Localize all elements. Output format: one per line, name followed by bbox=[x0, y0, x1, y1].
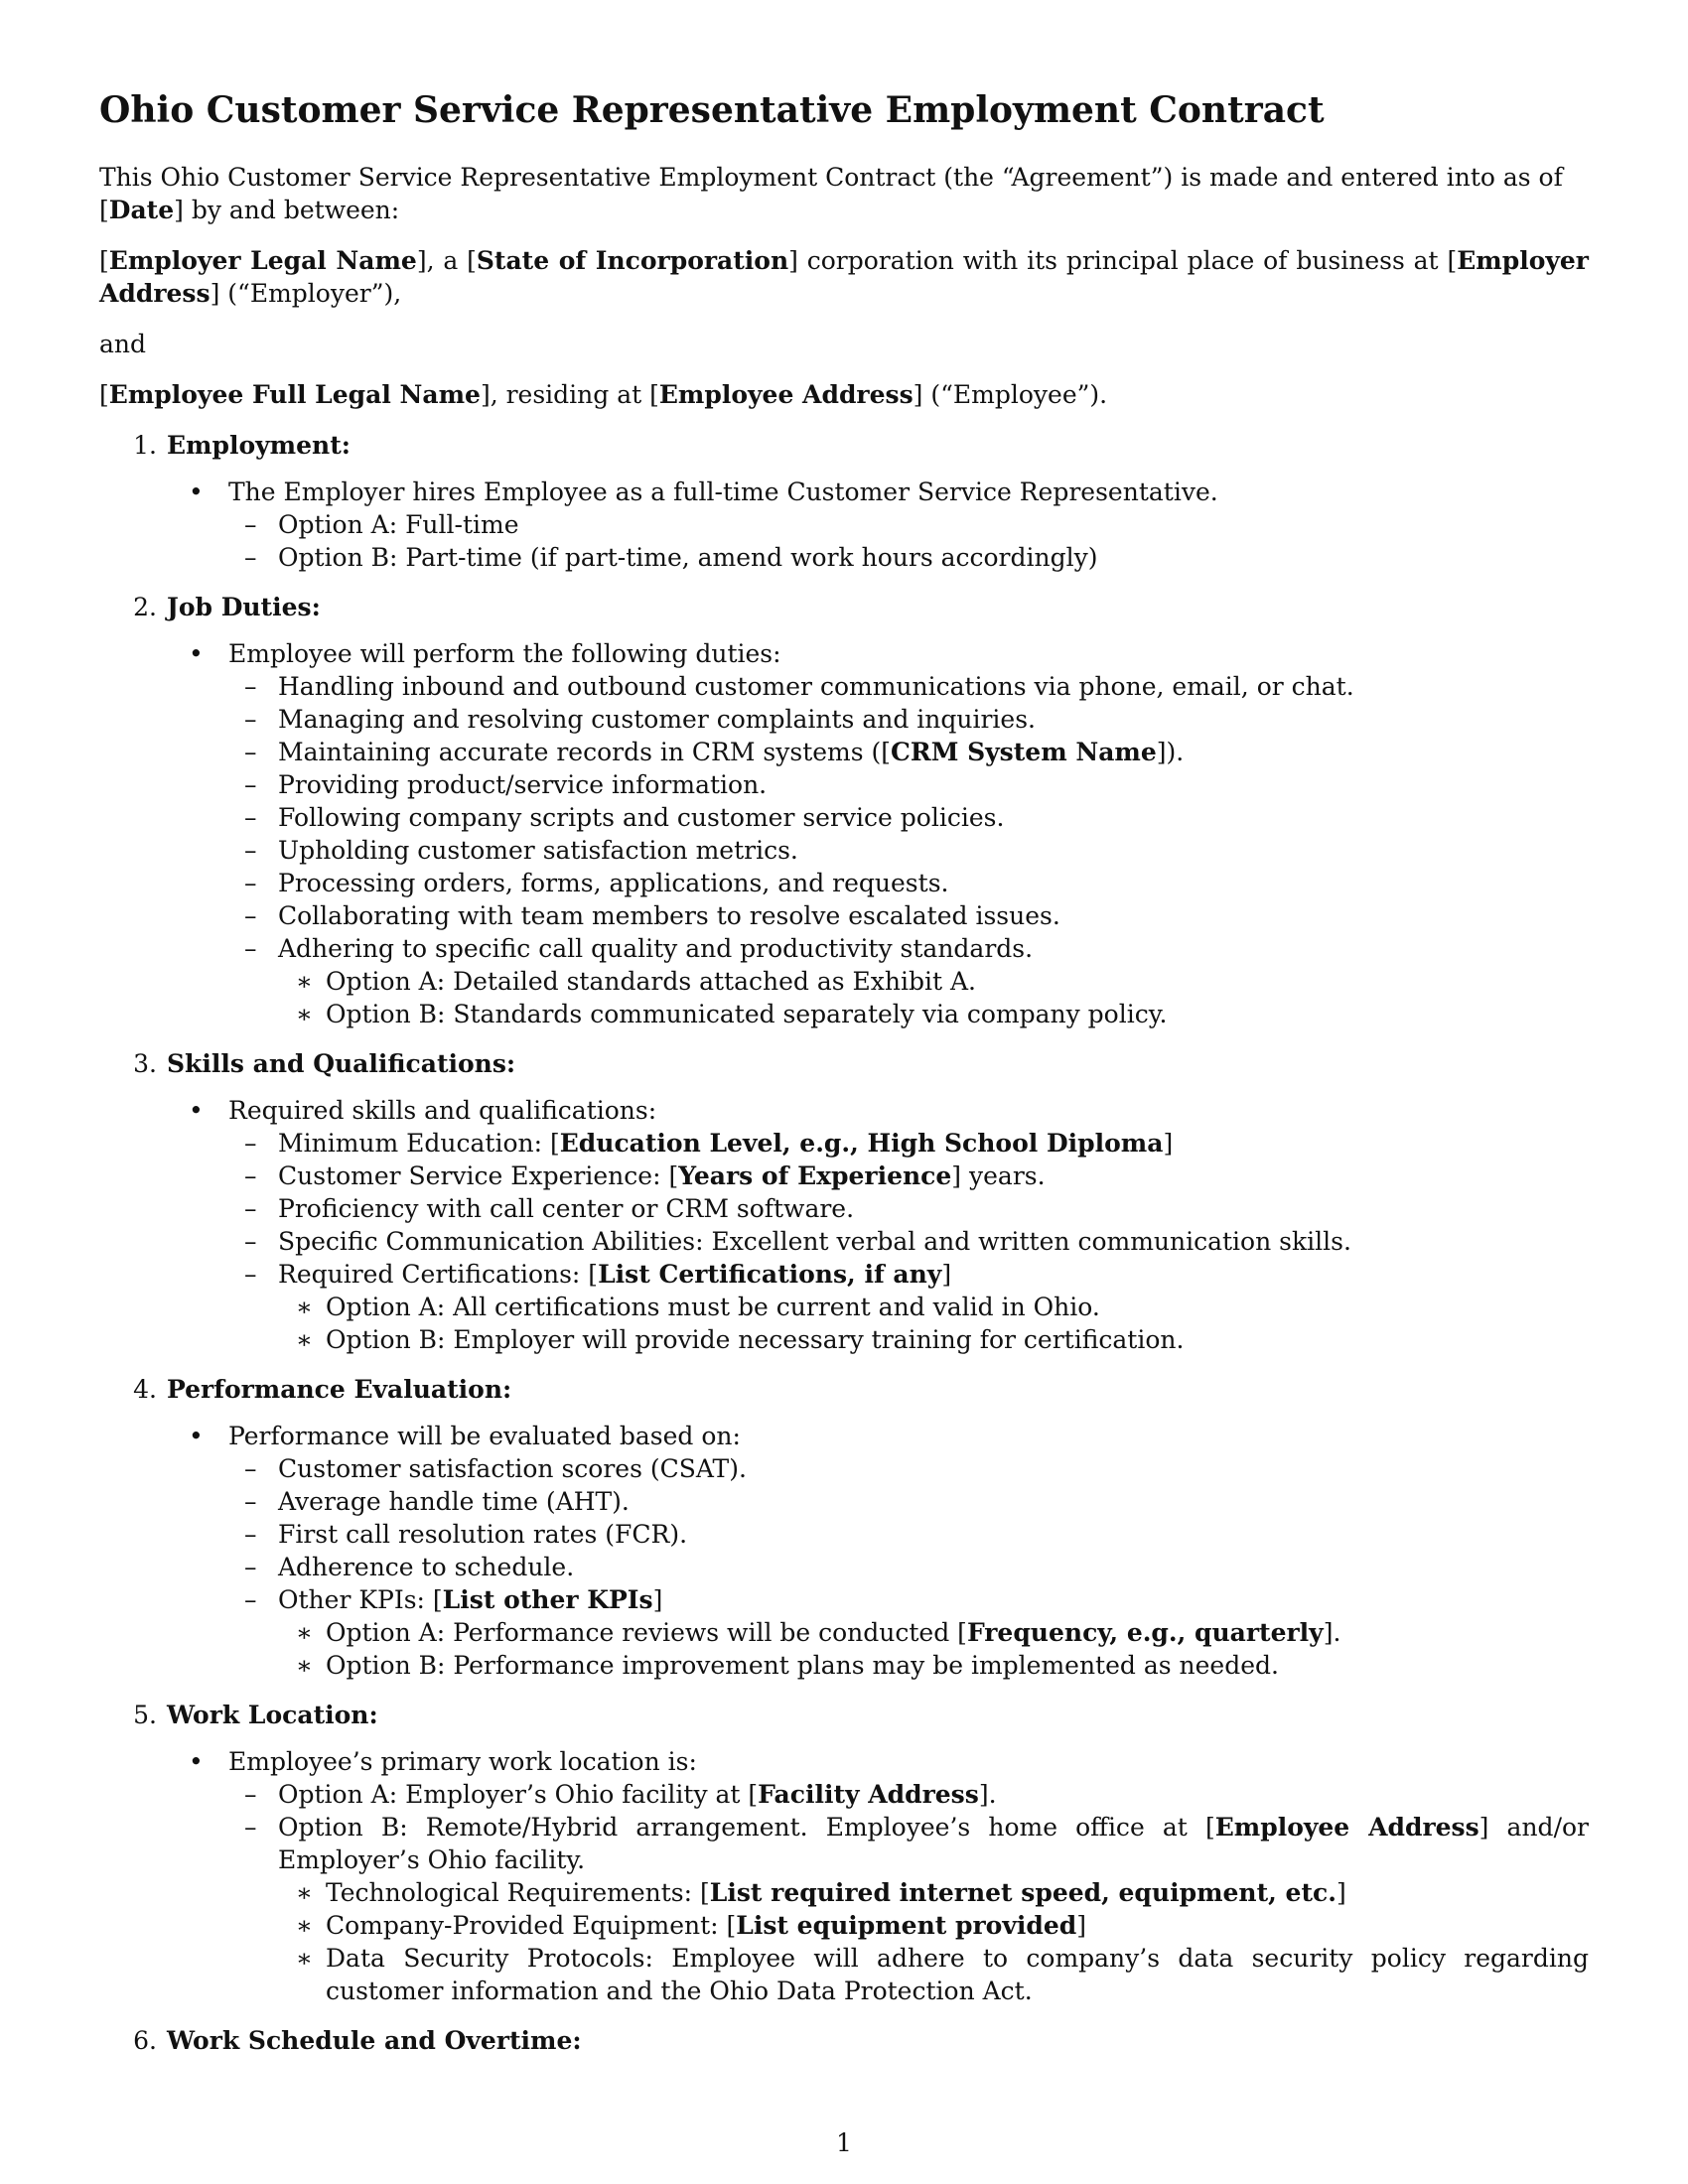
list-item: – Option B: Part-time (if part-time, amend work hours accordingly) bbox=[244, 541, 1589, 574]
list-item: – Maintaining accurate records in CRM systems ([CRM System Name]). bbox=[244, 736, 1589, 768]
section-title: Skills and Qualifications: bbox=[167, 1049, 516, 1078]
list-item: ∗ Company-Provided Equipment: [List equipment provided] bbox=[292, 1909, 1589, 1942]
section-job-duties: 2. Job Duties: • Employee will perform the following duties: – Handling inbound and outbound customer communications via phone, email, or chat. – Managing and resolving customer complaints and inquiries. – Maintaining accurate records in CRM systems ([CRM System Name]). – Providing product/service information. – Following company scripts and customer service policies. – Upholding customer satisfaction metrics. – Processing orders, forms, applications, and requests. – Collaborating with team members to resolve escalated issues. – Adhering to specific call quality and productivity standards. ∗ Option A: Detailed standards attached as Exhibit A. ∗ Option B: Standards communicated separately via company policy. bbox=[99, 591, 1589, 1030]
section-employment: 1. Employment: • The Employer hires Employee as a full-time Customer Service Representative. – Option A: Full-time – Option B: Part-time (if part-time, amend work hours accordingly) bbox=[99, 429, 1589, 574]
employee-name-placeholder: Employee Full Legal Name bbox=[108, 380, 481, 409]
crm-placeholder: CRM System Name bbox=[891, 738, 1157, 766]
contract-page bbox=[99, 87, 1589, 2074]
list-item: – Following company scripts and customer service policies. bbox=[244, 801, 1589, 834]
list-item: – Other KPIs: [List other KPIs] ∗ Option A: Performance reviews will be conducted [Frequency, e.g., quarterly]. ∗ Option B: Performance improvement plans may be implemented as needed. bbox=[244, 1583, 1589, 1682]
page-number: 1 bbox=[836, 2128, 852, 2157]
list-item: ∗ Data Security Protocols: Employee will adhere to company’s data security policy regarding customer information and the Ohio Data Protection Act. bbox=[292, 1942, 1589, 2007]
list-item: ∗ Option A: Detailed standards attached as Exhibit A. bbox=[292, 965, 1589, 998]
frequency-placeholder: Frequency, e.g., quarterly bbox=[966, 1618, 1324, 1647]
section-work-location: 5. Work Location: • Employee’s primary work location is: – Option A: Employer’s Ohio facility at [Facility Address]. – Option B: Remote/Hybrid arrangement. Employee’s home office at [Employee Address] and/or Employer’s Ohio facility. ∗ Technological Requirements: [List required internet speed, equipment, etc.] ∗ Company-Provided Equipment: [List equipment provided] ∗ Data Security Protocols: Employee will adhere to company’s data security policy regarding customer information and the Ohio Data Protection Act. bbox=[99, 1699, 1589, 2007]
list-item: – Providing product/service information. bbox=[244, 768, 1589, 801]
section-skills: 3. Skills and Qualifications: • Required skills and qualifications: – Minimum Education: [Education Level, e.g., High School Diploma] – Customer Service Experience: [Years of Experience] years. – Proficiency with call center or CRM software. – Specific Communication Abilities: Excellent verbal and written communication skills. – Required Certifications: [List Certifications, if any] ∗ Option A: All certifications must be current and valid in Ohio. ∗ Option B: Employer will provide necessary training for certification. bbox=[99, 1047, 1589, 1356]
employer-paragraph: [Employer Legal Name], a [State of Incorporation] corporation with its principal place of business at [Employer Address] (“Employer”), bbox=[99, 246, 1589, 308]
list-item: • Employee’s primary work location is: – Option A: Employer’s Ohio facility at [Facility Address]. – Option B: Remote/Hybrid arrangement. Employee’s home office at [Employee Address] and/or Employer’s Ohio facility. ∗ Technological Requirements: [List required internet speed, equipment, etc.] ∗ Company-Provided Equipment: [List equipment provided] ∗ Data Security Protocols: Employee will adhere to company’s data security policy regarding customer information and the Ohio Data Protection Act. bbox=[189, 1745, 1589, 2007]
date-placeholder: Date bbox=[108, 196, 175, 224]
list-item: – Upholding customer satisfaction metrics. bbox=[244, 834, 1589, 867]
employer-address-placeholder: Employer Address bbox=[99, 246, 1589, 308]
list-item: – Handling inbound and outbound customer communications via phone, email, or chat. bbox=[244, 670, 1589, 703]
equipment-placeholder: List equipment provided bbox=[736, 1911, 1077, 1940]
section-title: Employment: bbox=[167, 431, 351, 460]
list-item: – Adherence to schedule. bbox=[244, 1551, 1589, 1583]
list-item: ∗ Option A: All certifications must be current and valid in Ohio. bbox=[292, 1291, 1589, 1323]
list-item: ∗ Option B: Employer will provide necessary training for certification. bbox=[292, 1323, 1589, 1356]
list-item: – Collaborating with team members to resolve escalated issues. bbox=[244, 899, 1589, 932]
list-item: • The Employer hires Employee as a full-time Customer Service Representative. – Option A: Full-time – Option B: Part-time (if part-time, amend work hours accordingly) bbox=[189, 476, 1589, 574]
section-performance: 4. Performance Evaluation: • Performance will be evaluated based on: – Customer satisfaction scores (CSAT). – Average handle time (AHT). – First call resolution rates (FCR). – Adherence to schedule. – Other KPIs: [List other KPIs] ∗ Option A: Performance reviews will be conducted [Frequency, e.g., quarterly]. ∗ Option B: Performance improvement plans may be implemented as needed. bbox=[99, 1373, 1589, 1682]
list-item: • Required skills and qualifications: – Minimum Education: [Education Level, e.g., High School Diploma] – Customer Service Experience: [Years of Experience] years. – Proficiency with call center or CRM software. – Specific Communication Abilities: Excellent verbal and written communication skills. – Required Certifications: [List Certifications, if any] ∗ Option A: All certifications must be current and valid in Ohio. ∗ Option B: Employer will provide necessary training for certification. bbox=[189, 1094, 1589, 1356]
list-item: – Average handle time (AHT). bbox=[244, 1485, 1589, 1518]
section-title: Work Location: bbox=[167, 1701, 378, 1729]
kpi-placeholder: List other KPIs bbox=[442, 1585, 653, 1614]
list-item: ∗ Technological Requirements: [List required internet speed, equipment, etc.] bbox=[292, 1876, 1589, 1909]
and-text: and bbox=[99, 330, 147, 358]
section-title: Performance Evaluation: bbox=[167, 1375, 512, 1404]
list-item: – Adhering to specific call quality and productivity standards. ∗ Option A: Detailed standards attached as Exhibit A. ∗ Option B: Standards communicated separately via company policy. bbox=[244, 932, 1589, 1030]
list-item: – Managing and resolving customer complaints and inquiries. bbox=[244, 703, 1589, 736]
list-item: – Processing orders, forms, applications, and requests. bbox=[244, 867, 1589, 899]
state-placeholder: State of Incorporation bbox=[476, 246, 789, 275]
list-item: – First call resolution rates (FCR). bbox=[244, 1518, 1589, 1551]
education-placeholder: Education Level, e.g., High School Diploma bbox=[559, 1129, 1164, 1158]
employee-address-placeholder: Employee Address bbox=[658, 380, 914, 409]
sections-list bbox=[99, 429, 1589, 2057]
list-item: ∗ Option B: Performance improvement plans may be implemented as needed. bbox=[292, 1649, 1589, 1682]
list-item: – Specific Communication Abilities: Excellent verbal and written communication skills. bbox=[244, 1225, 1589, 1258]
list-item: – Minimum Education: [Education Level, e.g., High School Diploma] bbox=[244, 1127, 1589, 1160]
list-item: – Required Certifications: [List Certifications, if any] ∗ Option A: All certifications must be current and valid in Ohio. ∗ Option B: Employer will provide necessary training for certification. bbox=[244, 1258, 1589, 1356]
list-item: • Performance will be evaluated based on: – Customer satisfaction scores (CSAT). – Average handle time (AHT). – First call resolution rates (FCR). – Adherence to schedule. – Other KPIs: [List other KPIs] ∗ Option A: Performance reviews will be conducted [Frequency, e.g., quarterly]. ∗ Option B: Performance improvement plans may be implemented as needed. bbox=[189, 1420, 1589, 1682]
certifications-placeholder: List Certifications, if any bbox=[598, 1260, 942, 1289]
list-item: – Option B: Remote/Hybrid arrangement. Employee’s home office at [Employee Address] and/or Employer’s Ohio facility. ∗ Technological Requirements: [List required internet speed, equipment, etc.] ∗ Company-Provided Equipment: [List equipment provided] ∗ Data Security Protocols: Employee will adhere to company’s data security policy regarding customer information and the Ohio Data Protection Act. bbox=[244, 1811, 1589, 2007]
section-work-schedule: 6. Work Schedule and Overtime: bbox=[133, 2026, 582, 2055]
list-item: – Customer satisfaction scores (CSAT). bbox=[244, 1452, 1589, 1485]
list-item: – Option A: Employer’s Ohio facility at [Facility Address]. bbox=[244, 1778, 1589, 1811]
employer-legal-name-placeholder: Employer Legal Name bbox=[108, 246, 417, 275]
list-item: ∗ Option B: Standards communicated separately via company policy. bbox=[292, 998, 1589, 1030]
home-address-placeholder: Employee Address bbox=[1214, 1813, 1479, 1842]
experience-placeholder: Years of Experience bbox=[678, 1161, 952, 1190]
tech-requirements-placeholder: List required internet speed, equipment, etc. bbox=[709, 1878, 1336, 1907]
facility-address-placeholder: Facility Address bbox=[758, 1780, 979, 1809]
list-item: – Option A: Full-time bbox=[244, 508, 1589, 541]
document-title: Ohio Customer Service Representative Employment Contract bbox=[99, 89, 1325, 131]
intro-paragraph: This Ohio Customer Service Representative Employment Contract (the “Agreement”) is made and entered into as of [Date] by and between: bbox=[99, 163, 1563, 224]
employee-paragraph: [Employee Full Legal Name], residing at [Employee Address] (“Employee”). bbox=[99, 380, 1108, 409]
list-item: • Employee will perform the following duties: – Handling inbound and outbound customer communications via phone, email, or chat. – Managing and resolving customer complaints and inquiries. – Maintaining accurate records in CRM systems ([CRM System Name]). – Providing product/service information. – Following company scripts and customer service policies. – Upholding customer satisfaction metrics. – Processing orders, forms, applications, and requests. – Collaborating with team members to resolve escalated issues. – Adhering to specific call quality and productivity standards. ∗ Option A: Detailed standards attached as Exhibit A. ∗ Option B: Standards communicated separately via company policy. bbox=[189, 637, 1589, 1030]
section-title: Job Duties: bbox=[167, 593, 321, 621]
list-item: – Proficiency with call center or CRM software. bbox=[244, 1192, 1589, 1225]
list-item: – Customer Service Experience: [Years of Experience] years. bbox=[244, 1160, 1589, 1192]
section-title: Work Schedule and Overtime: bbox=[167, 2026, 582, 2055]
list-item: ∗ Option A: Performance reviews will be conducted [Frequency, e.g., quarterly]. bbox=[292, 1616, 1589, 1649]
